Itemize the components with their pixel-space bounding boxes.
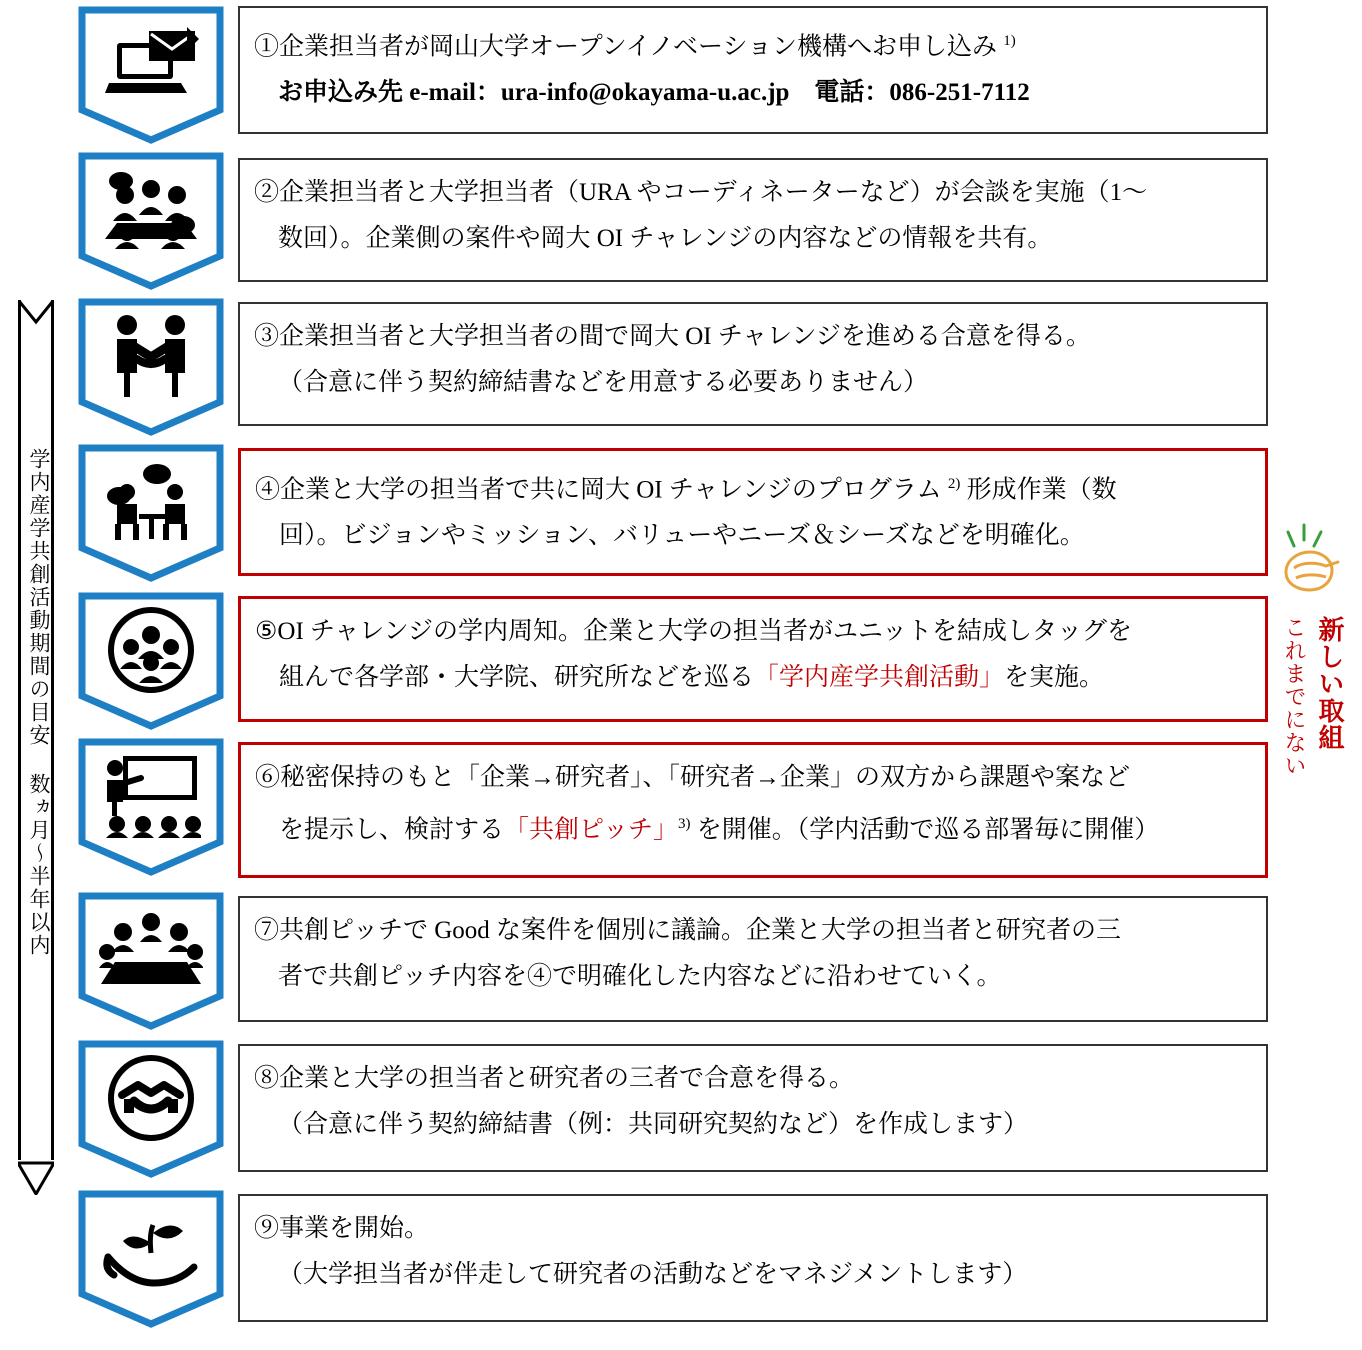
step-3-line-1: ③企業担当者と大学担当者の間で岡大 OI チャレンジを進める合意を得る。 <box>254 323 1091 350</box>
step-3-line-2: （合意に伴う契約締結書などを用意する必要ありません） <box>278 369 929 396</box>
period-bracket-label: 学内産学共創活動期間の目安 数ヵ月〜半年以内 <box>27 448 51 957</box>
period-bracket-top-arrow <box>18 300 54 326</box>
step-5-line-1: ⑤OI チャレンジの学内周知。企業と大学の担当者がユニットを結成しタッグを <box>255 618 1133 645</box>
round-table-meeting-icon <box>78 892 224 1008</box>
step-text-box-9 <box>238 1194 1268 1322</box>
step-4-line-2: 回）。ビジョンやミッション、バリューやニーズ＆シーズなどを明確化。 <box>279 522 1085 550</box>
step-1-line-1: ①企業担当者が岡山大学オープンイノベーション機構へお申し込み $^{1)}$ <box>254 33 1016 61</box>
laptop-mail-icon <box>78 6 224 122</box>
pointing-hand-icon <box>1276 520 1344 598</box>
step-2-line-2: 数回）。企業側の案件や岡大 OI チャレンジの内容などの情報を共有。 <box>278 225 1053 252</box>
step-text-box-4 <box>238 448 1268 576</box>
step-6-line-2: を提示し、検討する「共創ピッチ」$^{3)}$ を開催。（学内活動で巡る部署毎に開催） <box>279 816 1160 844</box>
step-text-box-1 <box>238 6 1268 134</box>
step-5-line-2: 組んで各学部・大学院、研究所などを巡る「学内産学共創活動」を実施。 <box>279 664 1105 691</box>
step-8-line-2: （合意に伴う契約締結書（例：共同研究契約など）を作成します） <box>278 1111 1029 1138</box>
step-2-line-1: ②企業担当者と大学担当者（URA やコーディネーターなど）が会談を実施（1〜 <box>254 179 1148 206</box>
annotation-main-text: 新しい取組 <box>1315 616 1344 751</box>
handshake-people-icon <box>78 298 224 414</box>
step-text-box-6 <box>238 742 1268 878</box>
step-4-line-1: ④企業と大学の担当者で共に岡大 OI チャレンジのプログラム $^{2)}$ 形成作業（数 <box>255 476 1117 504</box>
sprout-hand-icon <box>78 1190 224 1306</box>
step-9-line-1: ⑨事業を開始。 <box>254 1215 430 1242</box>
step-9-line-2: （大学担当者が伴走して研究者の活動などをマネジメントします） <box>278 1261 1028 1288</box>
period-bracket <box>8 300 64 1195</box>
step-7-line-1: ⑦共創ピッチで Good な案件を個別に議論。企業と大学の担当者と研究者の三 <box>254 917 1122 944</box>
step-8-line-1: ⑧企業と大学の担当者と研究者の三者で合意を得る。 <box>254 1065 855 1092</box>
step-text-box-8 <box>238 1044 1268 1172</box>
discussion-table-icon <box>78 444 224 560</box>
step-1-line-2: お申込み先 e-mail：ura-info@okayama-u.ac.jp 電話：086-251-7112 <box>278 79 1030 107</box>
step-7-line-2: 者で共創ピッチ内容を④で明確化した内容などに沿わせていく。 <box>278 963 1002 990</box>
step-text-box-3 <box>238 302 1268 426</box>
step-text-box-7 <box>238 896 1268 1022</box>
presentation-board-icon <box>78 738 224 854</box>
handshake-circle-icon <box>78 1040 224 1156</box>
step-6-line-1: ⑥秘密保持のもと「企業→研究者」、「研究者→企業」の双方から課題や案など <box>255 764 1131 791</box>
group-circle-icon <box>78 592 224 708</box>
annotation-sub-text: これまでにない <box>1282 616 1307 777</box>
period-bracket-bottom-arrow <box>18 1161 54 1195</box>
step-text-box-5 <box>238 596 1268 722</box>
step-text-box-2 <box>238 158 1268 282</box>
meeting-talk-icon <box>78 152 224 268</box>
